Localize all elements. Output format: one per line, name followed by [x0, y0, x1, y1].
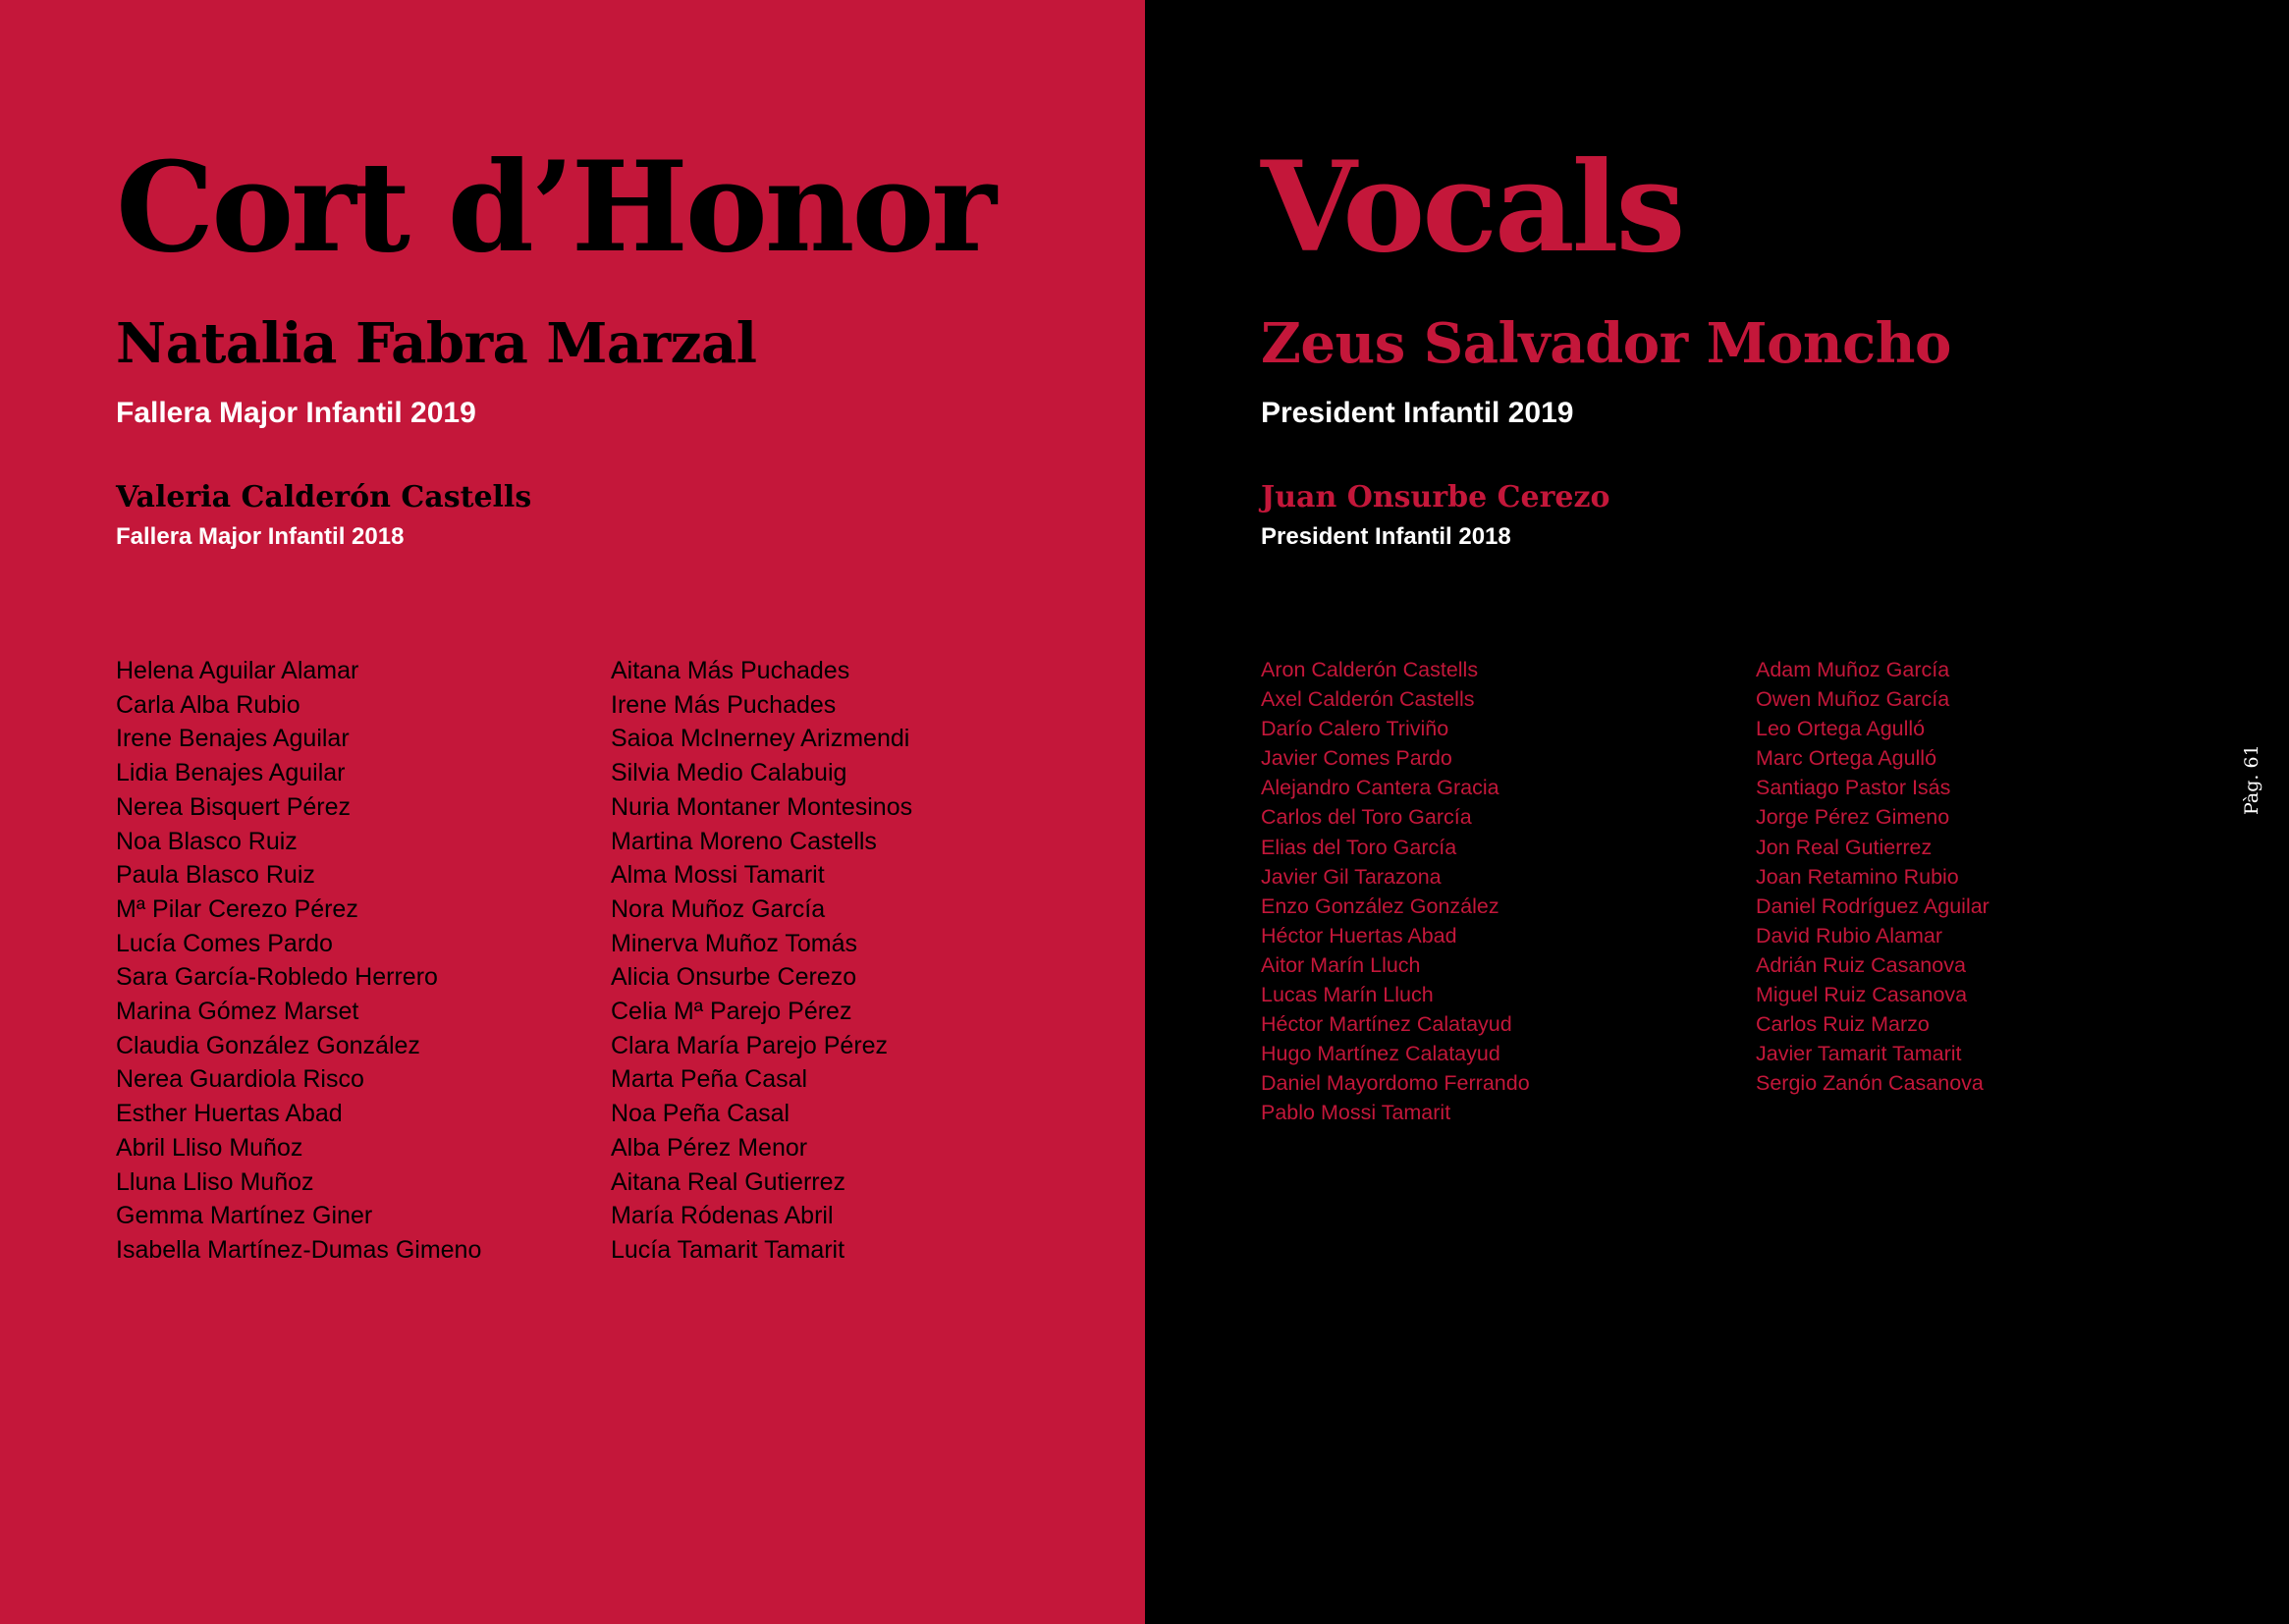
- list-item: Miguel Ruiz Casanova: [1756, 983, 1968, 1007]
- list-item: Elias del Toro García: [1261, 835, 1457, 859]
- list-item: Irene Más Puchades: [611, 690, 837, 719]
- list-item: Mª Pilar Cerezo Pérez: [116, 894, 358, 923]
- list-item: Gemma Martínez Giner: [116, 1202, 373, 1230]
- list-item: Aitana Más Puchades: [611, 657, 850, 684]
- list-item: Carlos Ruiz Marzo: [1756, 1012, 1930, 1037]
- page-number: Pàg. 61: [2241, 744, 2262, 815]
- list-item: Abril Lliso Muñoz: [116, 1133, 303, 1162]
- list-item: Marina Gómez Marset: [116, 998, 359, 1026]
- list-item: Clara María Parejo Pérez: [611, 1031, 889, 1059]
- list-item: David Rubio Alamar: [1756, 923, 1943, 947]
- court-list-column-2: [611, 654, 912, 1268]
- vocals-title: Vocals: [1261, 135, 1683, 280]
- list-item: Paula Blasco Ruiz: [116, 861, 315, 890]
- list-item: Claudia González González: [116, 1031, 420, 1059]
- list-item: Isabella Martínez-Dumas Gimeno: [116, 1235, 482, 1264]
- president-name: Zeus Salvador Moncho: [1261, 311, 1951, 376]
- list-item: Enzo González González: [1261, 893, 1499, 918]
- list-item: Axel Calderón Castells: [1261, 687, 1475, 712]
- list-item: Héctor Martínez Calatayud: [1261, 1012, 1512, 1037]
- list-item: Alejandro Cantera Gracia: [1261, 776, 1499, 800]
- list-item: Jon Real Gutierrez: [1756, 835, 1933, 859]
- list-item: Saioa McInerney Arizmendi: [611, 725, 910, 753]
- list-item: Noa Peña Casal: [611, 1100, 790, 1128]
- list-item: Héctor Huertas Abad: [1261, 923, 1457, 947]
- fallera-major-name: Natalia Fabra Marzal: [116, 311, 757, 376]
- president-role: President Infantil 2019: [1261, 397, 1574, 429]
- list-item: Javier Comes Pardo: [1261, 746, 1452, 771]
- list-item: Leo Ortega Agulló: [1756, 717, 1926, 741]
- list-item: Aitana Real Gutierrez: [611, 1167, 846, 1196]
- list-item: Marc Ortega Agulló: [1756, 746, 1937, 771]
- list-item: Marta Peña Casal: [611, 1065, 808, 1094]
- prev-president-role: President Infantil 2018: [1261, 523, 1511, 550]
- list-item: Sergio Zanón Casanova: [1756, 1071, 1984, 1096]
- list-item: Hugo Martínez Calatayud: [1261, 1042, 1500, 1066]
- list-item: Lucía Comes Pardo: [116, 929, 333, 957]
- list-item: Lucas Marín Lluch: [1261, 983, 1434, 1007]
- list-item: Irene Benajes Aguilar: [116, 725, 350, 753]
- fallera-major-role: Fallera Major Infantil 2019: [116, 397, 476, 429]
- list-item: Aitor Marín Lluch: [1261, 952, 1421, 977]
- list-item: Lidia Benajes Aguilar: [116, 759, 346, 787]
- prev-fallera-major-role: Fallera Major Infantil 2018: [116, 523, 405, 550]
- vocals-panel: [1145, 0, 2289, 1624]
- prev-fallera-major-name: Valeria Calderón Castells: [116, 480, 532, 514]
- list-item: Minerva Muñoz Tomás: [611, 929, 858, 957]
- list-item: Martina Moreno Castells: [611, 827, 877, 855]
- court-list-column-1: [116, 654, 481, 1268]
- list-item: Carlos del Toro García: [1261, 805, 1472, 830]
- list-item: Carla Alba Rubio: [116, 690, 300, 719]
- list-item: Noa Blasco Ruiz: [116, 827, 298, 855]
- vocals-list-column-2: [1756, 655, 1989, 1098]
- list-item: Adrián Ruiz Casanova: [1756, 952, 1966, 977]
- cort-honor-title: Cort d’Honor: [116, 135, 994, 280]
- list-item: Joan Retamino Rubio: [1756, 864, 1959, 889]
- list-item: Lluna Lliso Muñoz: [116, 1167, 314, 1196]
- vocals-list-column-1: [1261, 655, 1530, 1128]
- list-item: Silvia Medio Calabuig: [611, 759, 847, 787]
- list-item: Jorge Pérez Gimeno: [1756, 805, 1950, 830]
- list-item: Owen Muñoz García: [1756, 687, 1950, 712]
- list-item: María Ródenas Abril: [611, 1202, 834, 1230]
- list-item: Pablo Mossi Tamarit: [1261, 1101, 1451, 1125]
- prev-president-name: Juan Onsurbe Cerezo: [1261, 480, 1610, 514]
- list-item: Sara García-Robledo Herrero: [116, 963, 438, 992]
- list-item: Daniel Rodríguez Aguilar: [1756, 893, 1989, 918]
- list-item: Nerea Guardiola Risco: [116, 1065, 364, 1094]
- list-item: Alicia Onsurbe Cerezo: [611, 963, 857, 992]
- list-item: Alba Pérez Menor: [611, 1133, 808, 1162]
- list-item: Aron Calderón Castells: [1261, 658, 1479, 681]
- list-item: Alma Mossi Tamarit: [611, 861, 825, 890]
- list-item: Adam Muñoz García: [1756, 658, 1950, 681]
- list-item: Santiago Pastor Isás: [1756, 776, 1951, 800]
- list-item: Darío Calero Triviño: [1261, 717, 1449, 741]
- list-item: Nora Muñoz García: [611, 894, 826, 923]
- list-item: Nerea Bisquert Pérez: [116, 792, 352, 821]
- list-item: Esther Huertas Abad: [116, 1100, 343, 1128]
- list-item: Javier Gil Tarazona: [1261, 864, 1442, 889]
- list-item: Lucía Tamarit Tamarit: [611, 1235, 845, 1264]
- list-item: Daniel Mayordomo Ferrando: [1261, 1071, 1530, 1096]
- list-item: Nuria Montaner Montesinos: [611, 792, 913, 821]
- list-item: Celia Mª Parejo Pérez: [611, 998, 852, 1026]
- list-item: Helena Aguilar Alamar: [116, 657, 359, 684]
- list-item: Javier Tamarit Tamarit: [1756, 1042, 1962, 1066]
